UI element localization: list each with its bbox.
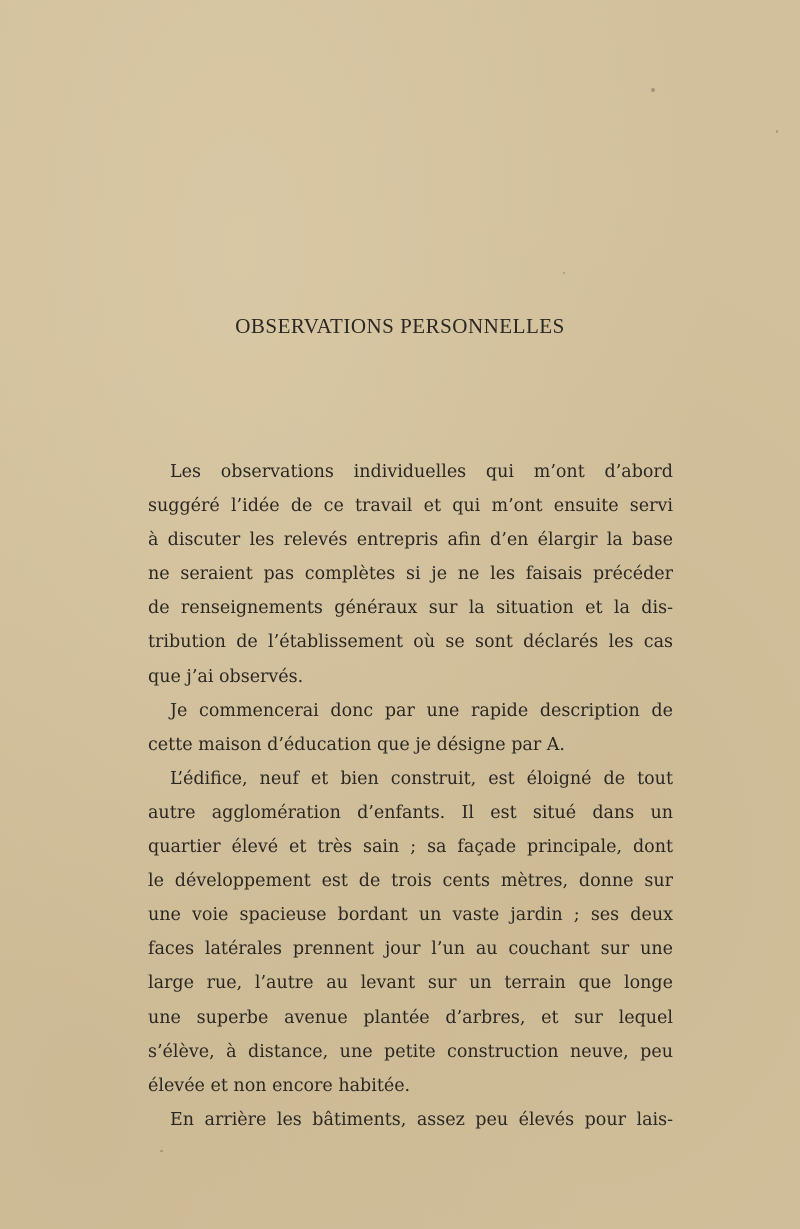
text-line: autre agglomération d’enfants. Il est situé dans un bbox=[148, 802, 673, 823]
text-line: élevée et non encore habitée. bbox=[148, 1075, 411, 1096]
text-line: large rue, l’autre au levant sur un terrain que longe bbox=[148, 973, 673, 994]
text-line: s’élève, à distance, une petite construction neuve, peu bbox=[148, 1041, 673, 1062]
text-line: cette maison d’éducation que je désigne par A. bbox=[148, 734, 565, 755]
paragraph bbox=[148, 762, 673, 1103]
text-line: une superbe avenue plantée d’arbres, et sur lequel bbox=[148, 1007, 673, 1028]
paper-speck bbox=[776, 130, 778, 133]
text-line: de renseignements généraux sur la situation et la dis- bbox=[148, 598, 673, 619]
paragraph bbox=[148, 1103, 673, 1137]
paper-speck bbox=[160, 1150, 163, 1152]
text-line: faces latérales prennent jour l’un au couchant sur une bbox=[148, 939, 673, 960]
paragraph bbox=[148, 694, 673, 762]
body-text bbox=[148, 455, 673, 1137]
paper-speck bbox=[563, 272, 565, 274]
text-line: le développement est de trois cents mètres, donne sur bbox=[148, 871, 673, 892]
paragraph bbox=[148, 455, 673, 694]
text-line: En arrière les bâtiments, assez peu élevés pour lais- bbox=[170, 1109, 673, 1130]
text-line: Je commencerai donc par une rapide description de bbox=[170, 700, 673, 721]
text-line: tribution de l’établissement où se sont déclarés les cas bbox=[148, 632, 673, 653]
paper-speck bbox=[651, 88, 655, 92]
text-line: à discuter les relevés entrepris afin d’en élargir la base bbox=[148, 530, 673, 551]
text-line: L’édifice, neuf et bien construit, est éloigné de tout bbox=[170, 768, 673, 789]
text-line: une voie spacieuse bordant un vaste jardin ; ses deux bbox=[148, 905, 673, 926]
text-line: que j’ai observés. bbox=[148, 666, 304, 687]
text-line: Les observations individuelles qui m’ont d’abord bbox=[170, 462, 673, 482]
chapter-title: OBSERVATIONS PERSONNELLES bbox=[235, 314, 565, 338]
text-line: suggéré l’idée de ce travail et qui m’ont ensuite servi bbox=[148, 496, 673, 517]
text-line: ne seraient pas complètes si je ne les faisais précéder bbox=[148, 564, 673, 585]
text-line: quartier élevé et très sain ; sa façade principale, dont bbox=[148, 837, 673, 858]
